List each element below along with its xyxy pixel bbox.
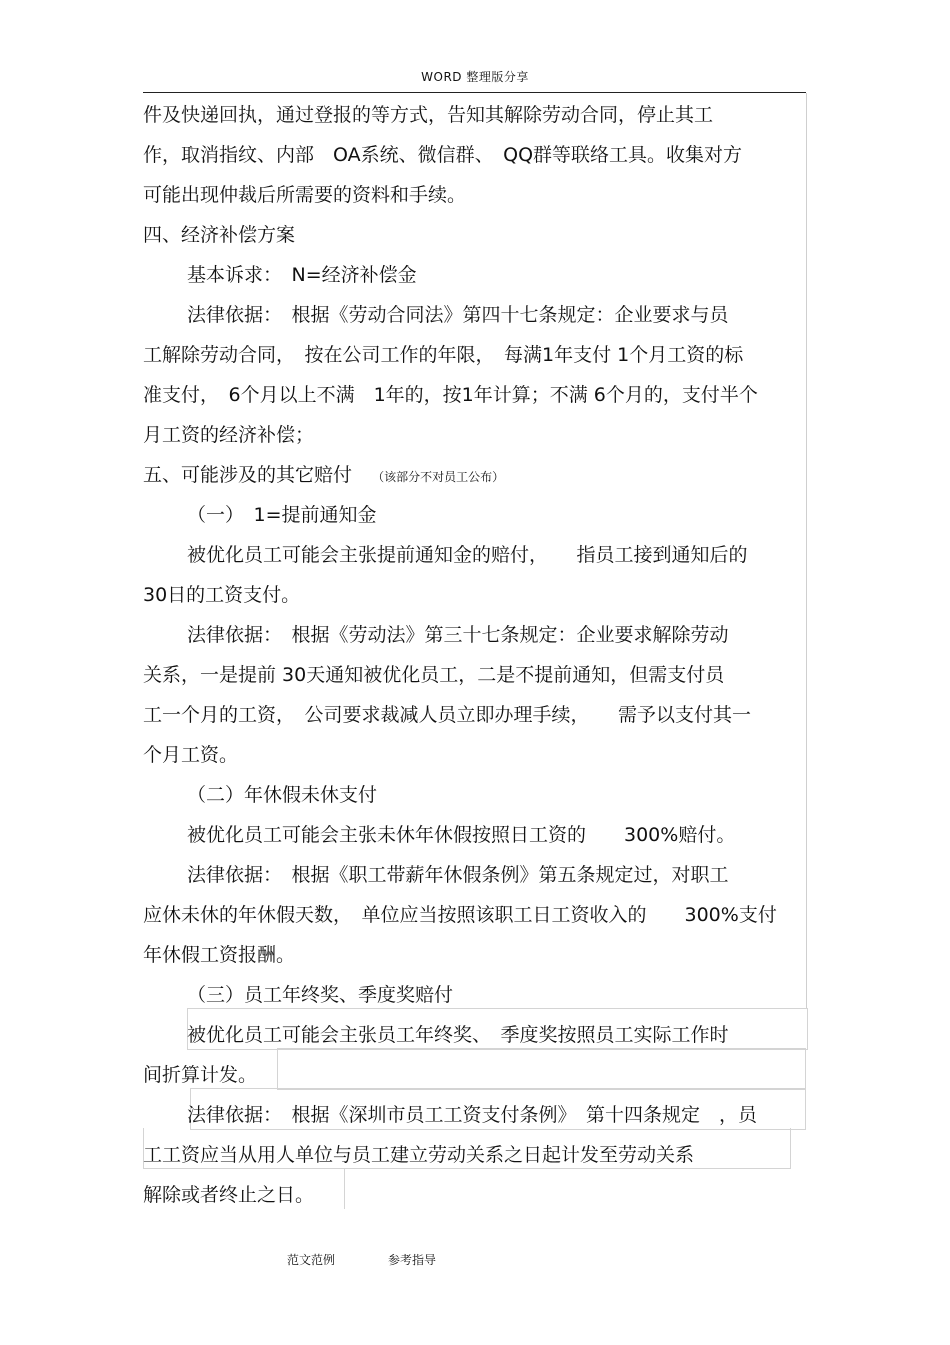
body-line: 工解除劳动合同， 按在公司工作的年限， 每满1年支付 1个月工资的标 — [143, 344, 744, 366]
body-line: 月工资的经济补偿； — [143, 424, 315, 446]
body-line: 关系，一是提前 30天通知被优化员工，二是不提前通知，但需支付员 — [143, 664, 725, 686]
footer-left: 范文范例 — [287, 1253, 336, 1267]
body-line: 被优化员工可能会主张提前通知金的赔付， 指员工接到通知后的 — [187, 544, 748, 566]
body-line: 30日的工资支付。 — [143, 584, 301, 606]
body-line: 工一个月的工资， 公司要求裁减人员立即办理手续， 需予以支付其一 — [143, 704, 752, 726]
right-margin-rule — [806, 93, 807, 1008]
body-line: 作，取消指纹、内部 OA系统、微信群、 QQ群等联络工具。收集对方 — [143, 144, 743, 166]
body-line: 法律依据： 根据《劳动合同法》第四十七条规定：企业要求与员 — [187, 304, 729, 326]
section-heading — [143, 463, 504, 489]
body-line: 准支付， 6个月以上不满 1年的，按1年计算；不满 6个月的，支付半个 — [143, 384, 758, 406]
body-line: 应休未休的年休假天数， 单位应当按照该职工日工资收入的 300%支付 — [143, 904, 777, 926]
body-line: 被优化员工可能会主张员工年终奖、 季度奖按照员工实际工作时 — [187, 1024, 729, 1046]
footer-right: 参考指导 — [388, 1253, 437, 1267]
section-heading: 四、经济补偿方案 — [143, 224, 296, 246]
body-line: 法律依据： 根据《劳动法》第三十七条规定：企业要求解除劳动 — [187, 624, 729, 646]
table-frame — [277, 1048, 806, 1090]
body-line: 工工资应当从用人单位与员工建立劳动关系之日起计发至劳动关系 — [143, 1144, 695, 1166]
subsection-heading: （二）年休假未休支付 — [187, 784, 378, 806]
body-line: 法律依据： 根据《职工带薪年休假条例》第五条规定过，对职工 — [187, 864, 729, 886]
table-frame — [344, 1168, 790, 1209]
body-line: 间折算计发。 — [143, 1064, 258, 1086]
body-line: 可能出现仲裁后所需要的资料和手续。 — [143, 184, 467, 206]
body-line: 件及快递回执，通过登报的等方式，告知其解除劳动合同，停止其工 — [143, 104, 714, 126]
body-line: 法律依据： 根据《深圳市员工工资支付条例》 第十四条规定 ，员 — [187, 1104, 758, 1126]
page-header: WORD 整理版分享 — [421, 70, 529, 84]
body-line: 个月工资。 — [143, 744, 239, 766]
subsection-heading: （一） 1=提前通知金 — [187, 504, 377, 526]
body-line: 被优化员工可能会主张未休年休假按照日工资的 300%赔付。 — [187, 824, 736, 846]
body-line: 年休假工资报酬。 — [143, 944, 296, 966]
section-note: （该部分不对员工公布） — [372, 470, 505, 484]
body-line: 解除或者终止之日。 — [143, 1184, 315, 1206]
header-rule — [143, 92, 806, 93]
body-line: 基本诉求： N=经济补偿金 — [187, 264, 417, 286]
section-heading-text: 五、可能涉及的其它赔付 — [143, 464, 353, 486]
subsection-heading: （三）员工年终奖、季度奖赔付 — [187, 984, 454, 1006]
